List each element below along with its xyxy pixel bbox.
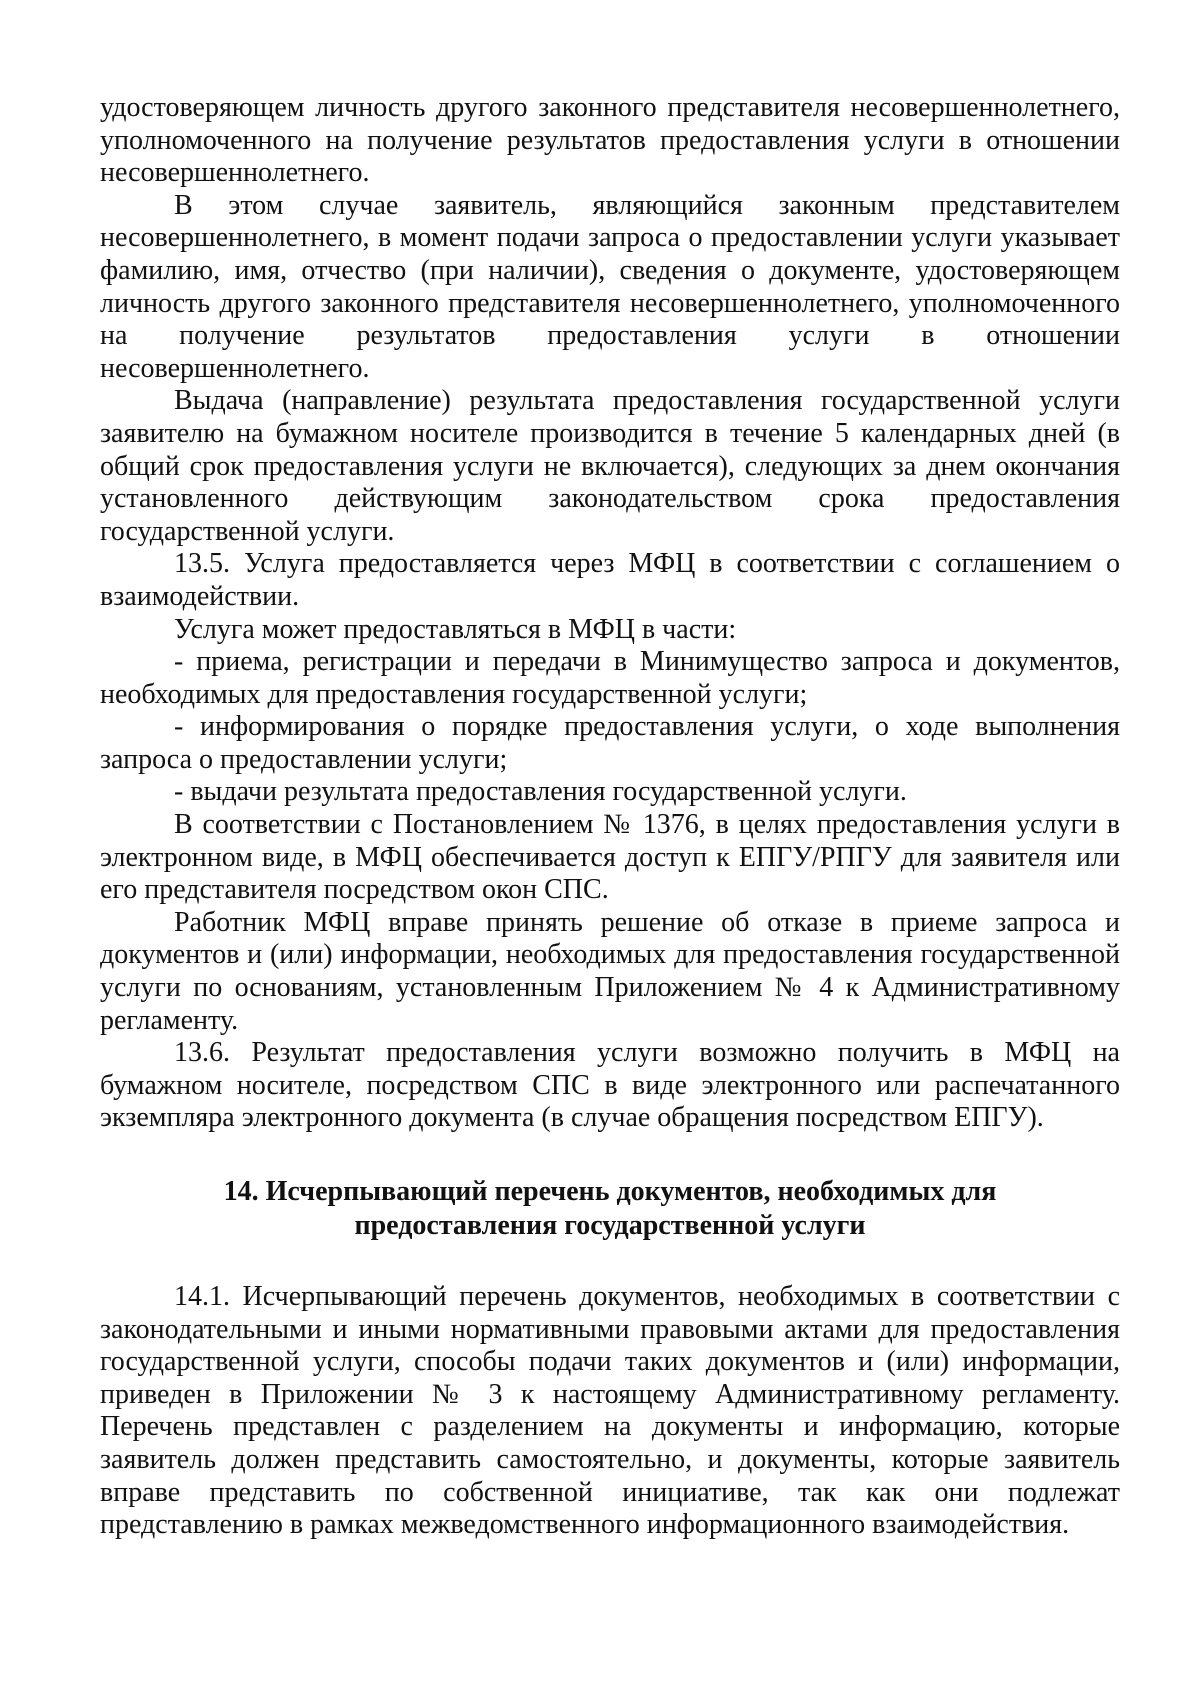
paragraph-13-6: 13.6. Результат предоставления услуги возможно получить в МФЦ на бумажном носителе, посредством СПС в виде электронного или распечатанного экземпляра электронного документа (в случае обращения посредством ЕПГУ). bbox=[100, 1037, 1120, 1134]
paragraph-14-1: 14.1. Исчерпывающий перечень документов, необходимых в соответствии с законодательными и иными нормативными правовыми актами для предоставления государственной услуги, способы подачи таких документов и (или) информации, приведен в Приложении № 3 к настоящему Административному регламенту. Перечень представлен с разделением на документы и информацию, которые заявитель должен представить самостоятельно, и документы, которые заявитель вправе представить по собственной инициативе, так как они подлежат представлению в рамках межведомственного информационного взаимодействия. bbox=[100, 1281, 1120, 1541]
paragraph-refusal: Работник МФЦ вправе принять решение об отказе в приеме запроса и документов и (или) информации, необходимых для предоставления государственной услуги по основаниям, установленным Приложением № 4 к Административному регламенту. bbox=[100, 906, 1120, 1036]
section-heading-14 bbox=[100, 1175, 1120, 1243]
paragraph-13-5: 13.5. Услуга предоставляется через МФЦ в соответствии с соглашением о взаимодействии. bbox=[100, 548, 1120, 612]
paragraph-legal-representative: В этом случае заявитель, являющийся законным представителем несовершеннолетнего, в момент подачи запроса о предоставлении услуги указывает фамилию, имя, отчество (при наличии), сведения о документе, удостоверяющем личность другого законного представителя несовершеннолетнего, уполномоченного на получение результатов предоставления услуги в отношении несовершеннолетнего. bbox=[100, 189, 1120, 384]
list-item-issuance: - выдачи результата предоставления государственной услуги. bbox=[174, 776, 907, 808]
paragraph-mfc-parts: Услуга может предоставляться в МФЦ в части: bbox=[174, 613, 737, 645]
paragraph-continuation: удостоверяющем личность другого законного представителя несовершеннолетнего, уполномоченного на получение результатов предоставления услуги в отношении несовершеннолетнего. bbox=[100, 92, 1120, 189]
section-heading-line-2: предоставления государственной услуги bbox=[354, 1210, 866, 1241]
list-item-reception: - приема, регистрации и передачи в Минимущество запроса и документов, необходимых для предоставления государственной услуги; bbox=[100, 646, 1120, 710]
paragraph-resolution-1376: В соответствии с Постановлением № 1376, в целях предоставления услуги в электронном виде, в МФЦ обеспечивается доступ к ЕПГУ/РПГУ для заявителя или его представителя посредством окон СПС. bbox=[100, 809, 1120, 906]
paragraph-paper-delivery: Выдача (направление) результата предоставления государственной услуги заявителю на бумажном носителе производится в течение 5 календарных дней (в общий срок предоставления услуги не включается), следующих за днем окончания установленного действующим законодательством срока предоставления государственной услуги. bbox=[100, 385, 1120, 547]
list-item-informing: - информирования о порядке предоставления услуги, о ходе выполнения запроса о предоставлении услуги; bbox=[100, 711, 1120, 775]
section-heading-line-1: 14. Исчерпывающий перечень документов, необходимых для bbox=[223, 1176, 997, 1207]
document-page bbox=[100, 92, 1120, 1542]
